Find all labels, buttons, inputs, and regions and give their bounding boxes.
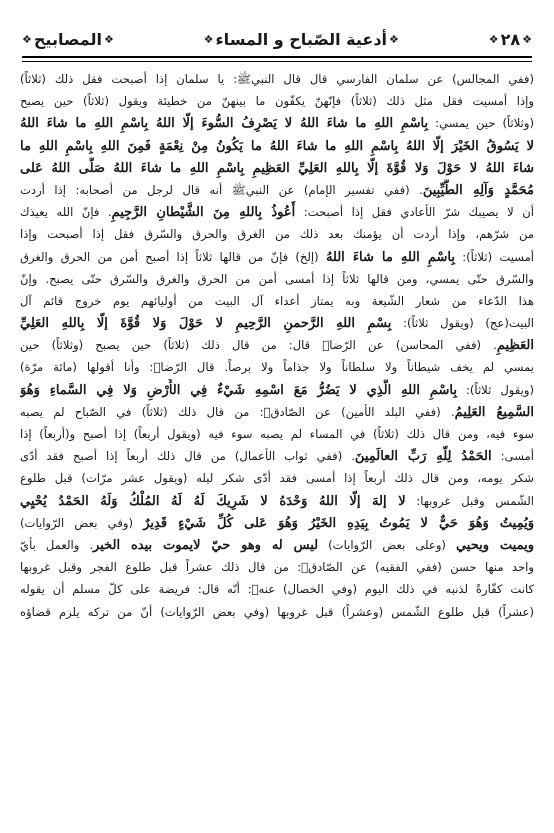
prayer-text: ويميت ويحيي <box>455 537 534 553</box>
ornament-icon: ❖ <box>203 32 214 46</box>
ornament-icon: ❖ <box>389 32 399 46</box>
text-line <box>20 268 534 290</box>
body-text: كانت كفّارةً لذنبه في ذلك اليوم (وفي الخصال) عنهؑ: أنّه قال: فريضة على كلّ مسلم أن يقوله <box>20 582 534 597</box>
prayer-text: بِاسْمِ اللهِ ما شاءَ اللهُ <box>325 249 455 265</box>
text-line <box>20 201 534 223</box>
text-line <box>20 512 534 534</box>
prayer-text: العَظِيمِ <box>496 338 534 354</box>
body-text: سوء فيه، ومن قال ذلك (ثلاثاً) في المساء لم يصبه سوء فيه (ويقول أربعاً) إذا أصبح و(أربعاً) إذا <box>20 427 534 441</box>
prayer-text: بِسْمِ اللهِ الرَّحمنِ الرَّحِيمِ لا حَوْلَ وَلا قُوَّةَ إلّا بِاللهِ العَلِيِّ <box>20 316 392 332</box>
body-text: (إلخ) فإنّ من قالها ثلاثاً إذا أصبح أمن من الحرق والغرق <box>20 249 326 264</box>
prayer-text: لا إلهَ إلّا اللهُ وَحْدَهُ لا شَرِيكَ لَهُ لَهُ المُلْكُ وَلَهُ الحَمْدُ يُحْيِي <box>20 493 406 509</box>
body-text: (وعلى بعض الرّوايات) <box>318 537 456 552</box>
page-header <box>22 26 532 52</box>
body-text: . (ففي المحاسن) عن الرّضاؑ قال: من قال ذلك (ثلاثاً) حين يصبح (وثلاثاً) حين <box>20 338 497 353</box>
text-line <box>20 334 534 356</box>
text-line <box>20 246 534 268</box>
book-title-group <box>22 30 114 49</box>
text-line <box>20 490 534 512</box>
body-text: . والعمل بأيّ <box>20 537 94 552</box>
text-line <box>20 467 534 489</box>
prayer-text: الحَمْدُ لِلّهِ رَبِّ العالَمِينَ <box>354 449 492 465</box>
body-text: ﷺ <box>237 72 252 86</box>
text-line <box>20 312 534 334</box>
body-text: . فإنّ الله يعيذك <box>20 205 112 220</box>
page-number: ٢٨ <box>500 29 521 49</box>
text-line <box>20 290 534 312</box>
prayer-text: السَّمِيعُ العَلِيمُ <box>454 404 534 420</box>
prayer-text: ليس له وهو حيّ لايموت بيده الخير <box>93 537 319 553</box>
body-text: هذا الدّعاء من شعار الشّيعة وبه يمتاز أعداء آل البيت من أوليائهم يوم خروج قائم آل <box>20 293 534 308</box>
body-text: والسّرق حتّى يمسي، ومن قالها ثلاثاً إذا أمسى أمن من الحرق والغرق والسّرق حتّى يصبح. وإنّ <box>20 271 534 286</box>
body-text: من شرّهم، وإذا أردت أن يؤمنك بعد ذلك من الغرق والحرق والسّرق فقل إذا أصبحت وإذا <box>20 227 534 242</box>
body-text: : يا سلمان إذا أصبحت فقل ذلك (ثلاثاً) <box>20 72 238 86</box>
body-text: (وفي بعض الرّوايات) <box>20 515 144 530</box>
text-line <box>20 401 534 423</box>
page-body <box>20 68 534 825</box>
body-text: الشّمس وقبل غروبها: <box>405 493 534 508</box>
text-line <box>20 135 534 157</box>
prayer-text: بِاسْمِ اللهِ ما شاءَ اللهُ لا يَصْرِفُ السُّوءَ إلّا اللهُ بِاسْمِ اللهِ ما شاءَ اللهُ <box>20 116 429 132</box>
body-text: شكر يومه، ومن قال ذلك أربعاً إذا أمسى فقد أدّى شكر ليله (ويقول عشر مرّات) قبل طلوع <box>20 471 534 486</box>
body-text: أمسى: <box>491 449 534 464</box>
text-line <box>20 68 534 90</box>
body-text: (ففي المجالس) عن سلمان الفارسي قال قال النبي <box>251 72 534 86</box>
body-text: (ويقول ثلاثاً): <box>456 382 534 397</box>
text-line <box>20 445 534 467</box>
body-text: . (ففي ثواب الأعمال) من قال ذلك أربعاً إذا أصبح فقد أدّى <box>20 449 355 464</box>
body-text: (عشراً) قبل طلوع الشّمس (وعشراً) قبل غروبها (وفي بعض الرّوايات) أنّ من تركه يلزم قضاؤه <box>20 604 534 619</box>
prayer-text: شاءَ اللهُ لا حَوْلَ وَلا قُوَّةَ إلّا بِاللهِ العَلِيِّ العَظِيمِ بِاسْمِ اللهِ ما شاءَ اللهُ صَلَّى اللهُ عَلى <box>20 160 534 176</box>
text-line <box>20 179 534 201</box>
ornament-icon: ❖ <box>103 32 114 46</box>
ornament-icon: ❖ <box>522 32 532 46</box>
ornament-icon: ❖ <box>488 32 499 46</box>
prayer-text: وَيُمِيتُ وَهُوَ حَيٌّ لا يَمُوتُ بِيَدِهِ الخَيْرُ وَهُوَ عَلى كُلِّ شَيْءٍ قَدِيرٌ <box>143 515 534 531</box>
book-title: المصابيح <box>33 29 102 49</box>
text-line <box>20 356 534 378</box>
text-line <box>20 601 534 623</box>
chapter-title: أدعية الصّباح و المساء <box>215 29 388 49</box>
text-line <box>20 379 534 401</box>
text-line <box>20 534 534 556</box>
body-text: . (ففي تفسير الإمام) عن النبيﷺ أنه قال لرجل من أصحابه: إذا أردت <box>20 182 423 197</box>
chapter-title-group <box>204 30 399 49</box>
text-line <box>20 223 534 245</box>
page-number-group <box>489 30 532 49</box>
body-text: أمسيت (ثلاثاً): <box>455 249 534 264</box>
body-text: (وثلاثاً) حين يمسي: <box>428 116 534 131</box>
text-line <box>20 578 534 600</box>
body-text: وإذا أمسيت فقل مثل ذلك (ثلاثاً) فإنّهنّ يكفّون ما بينهنّ من خطيئة ويقول (ثلاثاً) حين يصبح <box>20 94 534 109</box>
text-line <box>20 90 534 112</box>
prayer-text: لا يَسُوقُ الخَيْرَ إلّا اللهُ بِاسْمِ اللهِ ما شاءَ اللهُ ما يَكُونُ مِنْ نِعْمَةٍ فَمِنَ اللهِ بِاسْمِ اللهِ ما <box>20 138 534 154</box>
ornament-icon: ❖ <box>22 32 32 46</box>
prayer-text: بِاسْمِ اللهِ الَّذِي لا يَضُرُّ مَعَ اسْمِهِ شَيْءٌ فِي الأَرْضِ وَلا فِي السَّماءِ وَهُوَ <box>20 382 457 398</box>
body-text: . (ففي البلد الأمين) عن الصّادقؑ: من قال ذلك (ثلاثاً) في الصّباح لم يصبه <box>20 404 455 419</box>
text-line <box>20 423 534 445</box>
text-line <box>20 112 534 134</box>
body-text: يمسي لم يخف شيطاناً ولا سلطاناً ولا جذاماً ولا برصاً. قال الرّضاؑ: وأنا أقولها (مائة مرّة) <box>20 360 534 375</box>
prayer-text: مُحَمَّدٍ وَآلِهِ الطَّيِّبِينَ <box>422 182 534 198</box>
body-text: أن لا يصيبك شرّ الأعادي فقل إذا أصبحت: <box>295 205 534 220</box>
body-text: البيت(عج) (ويقول ثلاثاً): <box>391 316 534 331</box>
text-line <box>20 556 534 578</box>
header-rule <box>22 56 532 62</box>
text-line <box>20 157 534 179</box>
prayer-text: أَعُوذُ بِاللهِ مِنَ الشَّيْطانِ الرَّجِيمِ <box>111 205 296 221</box>
body-text: واحد منها حسن (ففي الفقيه) عن الصّادقؑ: من قال ذلك عشراً قبل طلوع الفجر وقبل غروبها <box>20 560 534 575</box>
